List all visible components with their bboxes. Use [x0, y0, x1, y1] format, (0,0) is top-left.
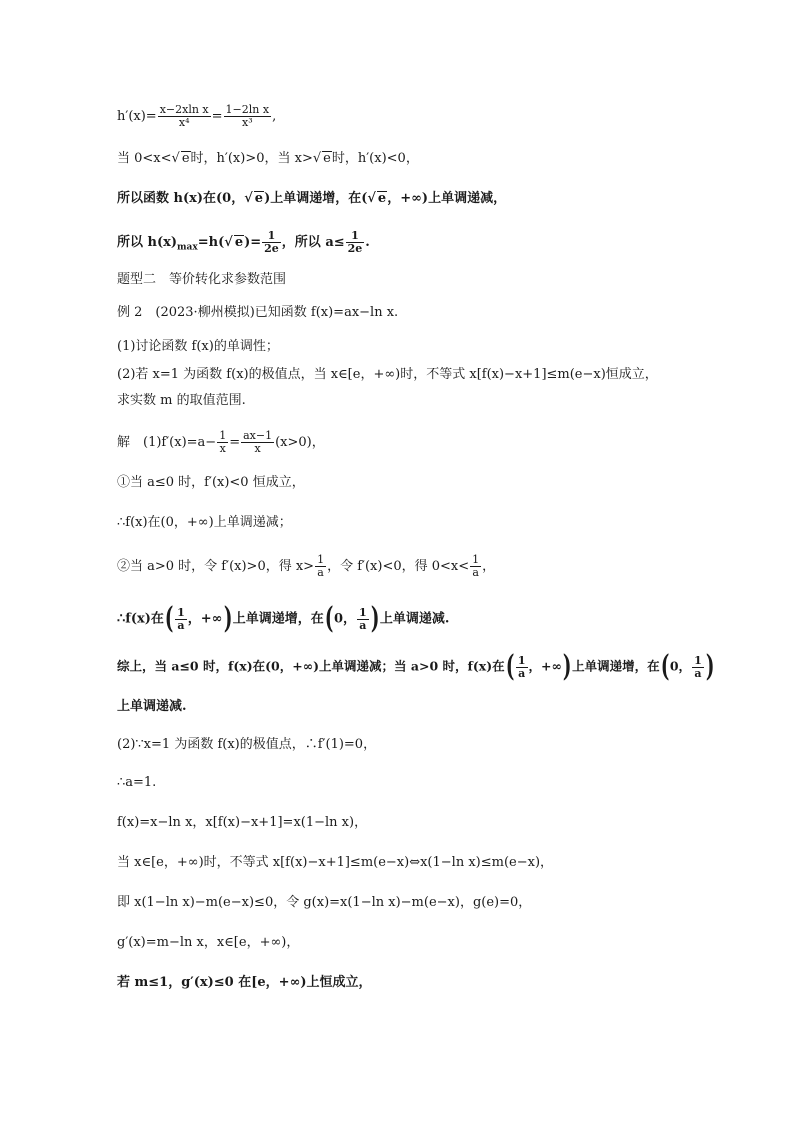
text: 上单调递增，在 — [232, 611, 324, 627]
text: 0， — [333, 611, 356, 627]
radicand: e — [323, 151, 331, 166]
radical-sign: √ — [224, 235, 233, 250]
numerator: 1 — [351, 229, 359, 242]
numerator: 1−2ln x — [225, 103, 270, 116]
big-paren-right: ) — [705, 649, 715, 684]
text: 上单调递增，在 — [572, 658, 660, 674]
text: 解 (1)f′(x)=a− — [117, 435, 217, 450]
text: 所以 h(x) — [117, 235, 178, 250]
text: )上单调递增，在( — [264, 191, 368, 206]
numerator: 1 — [219, 429, 227, 442]
line-max-value — [117, 230, 370, 257]
fraction — [175, 607, 187, 632]
g-derivative: g′(x)=m−ln x，x∈[e，+∞)， — [117, 935, 300, 950]
big-paren-left: ( — [505, 649, 515, 684]
text: 0， — [669, 658, 692, 674]
fraction — [470, 554, 481, 579]
example-title: 例 2 (2023·柳州模拟)已知函数 f(x)=ax−ln x. — [117, 305, 399, 320]
denominator: x — [241, 442, 274, 455]
case-m-le-1: 若 m≤1，g′(x)≤0 在[e，+∞)上恒成立， — [117, 975, 372, 990]
fraction — [262, 230, 281, 255]
text: )= — [244, 235, 262, 250]
numerator: 1 — [177, 605, 185, 619]
text: = — [211, 109, 223, 124]
text: 当 0<x< — [117, 151, 172, 166]
summary-cont: 上单调递减. — [117, 699, 187, 714]
line-h-derivative — [117, 104, 276, 129]
denominator: a — [175, 619, 187, 632]
value-a: ∴a=1. — [117, 775, 157, 790]
big-paren-right: ) — [562, 649, 572, 684]
text: 上单调递减. — [379, 611, 450, 627]
fraction — [516, 655, 528, 680]
radicand: e — [254, 191, 264, 206]
part-2-start: (2)∵x=1 为函数 f(x)的极值点，∴f′(1)=0， — [117, 737, 377, 752]
big-paren-left: ( — [324, 601, 334, 636]
radical-sign: √ — [312, 151, 322, 166]
denominator: a — [470, 566, 481, 579]
line-sign-analysis — [117, 150, 419, 168]
denominator: x⁴ — [158, 116, 211, 129]
big-paren-right: ) — [223, 601, 232, 636]
numerator: 1 — [317, 553, 325, 566]
text: ∴f(x)在 — [117, 611, 164, 627]
big-paren-left: ( — [660, 649, 670, 684]
case-1-result: ∴f(x)在(0，+∞)上单调递减； — [117, 515, 292, 530]
numerator: 1 — [472, 553, 480, 566]
summary — [117, 649, 715, 684]
text: ，+∞)上单调递减， — [387, 191, 507, 206]
denominator: a — [357, 619, 369, 632]
text: (x>0)， — [275, 435, 325, 450]
denominator: 2e — [264, 242, 279, 255]
denominator: 2e — [347, 242, 363, 255]
fraction — [692, 655, 704, 680]
text: 时，h′(x)>0，当 x> — [190, 151, 313, 166]
fraction — [217, 430, 228, 455]
denominator: a — [692, 667, 704, 680]
fraction — [315, 554, 326, 579]
text: ，+∞ — [528, 658, 562, 674]
inequality-equivalence: 当 x∈[e，+∞)时，不等式 x[f(x)−x+1]≤m(e−x)⇔x(1−ln x)≤m(e−x)， — [117, 855, 554, 870]
case-2-result — [117, 601, 450, 636]
line-solution-derivative — [117, 430, 325, 455]
subscript: max — [177, 242, 198, 253]
numerator: 1 — [358, 605, 367, 619]
numerator: 1 — [267, 229, 276, 242]
text: ，令 f′(x)<0，得 0<x< — [327, 559, 470, 574]
numerator: 1 — [694, 653, 702, 667]
denominator: x³ — [224, 116, 272, 129]
fraction — [346, 230, 365, 255]
radical-sign: √ — [367, 191, 376, 206]
big-paren-left: ( — [164, 601, 174, 636]
radical-sign: √ — [244, 191, 253, 206]
text: ，所以 a≤ — [281, 235, 345, 250]
fraction — [357, 607, 369, 632]
text: h′(x)= — [117, 109, 157, 124]
question-2-cont: 求实数 m 的取值范围. — [117, 393, 246, 408]
big-paren-right: ) — [370, 601, 380, 636]
text: ②当 a>0 时，令 f′(x)>0，得 x> — [117, 559, 315, 574]
text: = — [229, 435, 241, 450]
section-heading: 题型二 等价转化求参数范围 — [117, 272, 287, 287]
numerator: ax−1 — [243, 429, 273, 442]
case-2 — [117, 554, 495, 579]
text: ，+∞ — [187, 611, 223, 627]
text: =h( — [197, 235, 225, 250]
case-1: ①当 a≤0 时，f′(x)<0 恒成立， — [117, 475, 305, 490]
numerator: x−2xln x — [159, 103, 209, 116]
text: . — [365, 235, 370, 250]
text: 所以函数 h(x)在(0， — [117, 191, 245, 206]
radicand: e — [234, 235, 244, 250]
denominator: x — [217, 442, 228, 455]
text: 综上，当 a≤0 时，f(x)在(0，+∞)上单调递减；当 a>0 时，f(x)在 — [117, 658, 505, 674]
line-monotonicity — [117, 190, 506, 208]
text: 时，h′(x)<0， — [331, 151, 419, 166]
denominator: a — [516, 667, 528, 680]
text: , — [272, 109, 277, 124]
fraction — [241, 430, 274, 455]
numerator: 1 — [517, 653, 526, 667]
question-2: (2)若 x=1 为函数 f(x)的极值点，当 x∈[e，+∞)时，不等式 x[f(x)−x+1]≤m(e−x)恒成立， — [117, 367, 658, 382]
fraction — [224, 104, 272, 129]
denominator: a — [315, 566, 326, 579]
text: ， — [482, 559, 496, 574]
fraction — [158, 104, 211, 129]
radical-sign: √ — [171, 151, 180, 166]
define-g: 即 x(1−ln x)−m(e−x)≤0，令 g(x)=x(1−ln x)−m(e−x)，g(e)=0， — [117, 895, 532, 910]
question-1: (1)讨论函数 f(x)的单调性； — [117, 339, 279, 354]
radicand: e — [181, 151, 190, 166]
function-form: f(x)=x−ln x，x[f(x)−x+1]=x(1−ln x)， — [117, 815, 368, 830]
radicand: e — [377, 191, 387, 206]
